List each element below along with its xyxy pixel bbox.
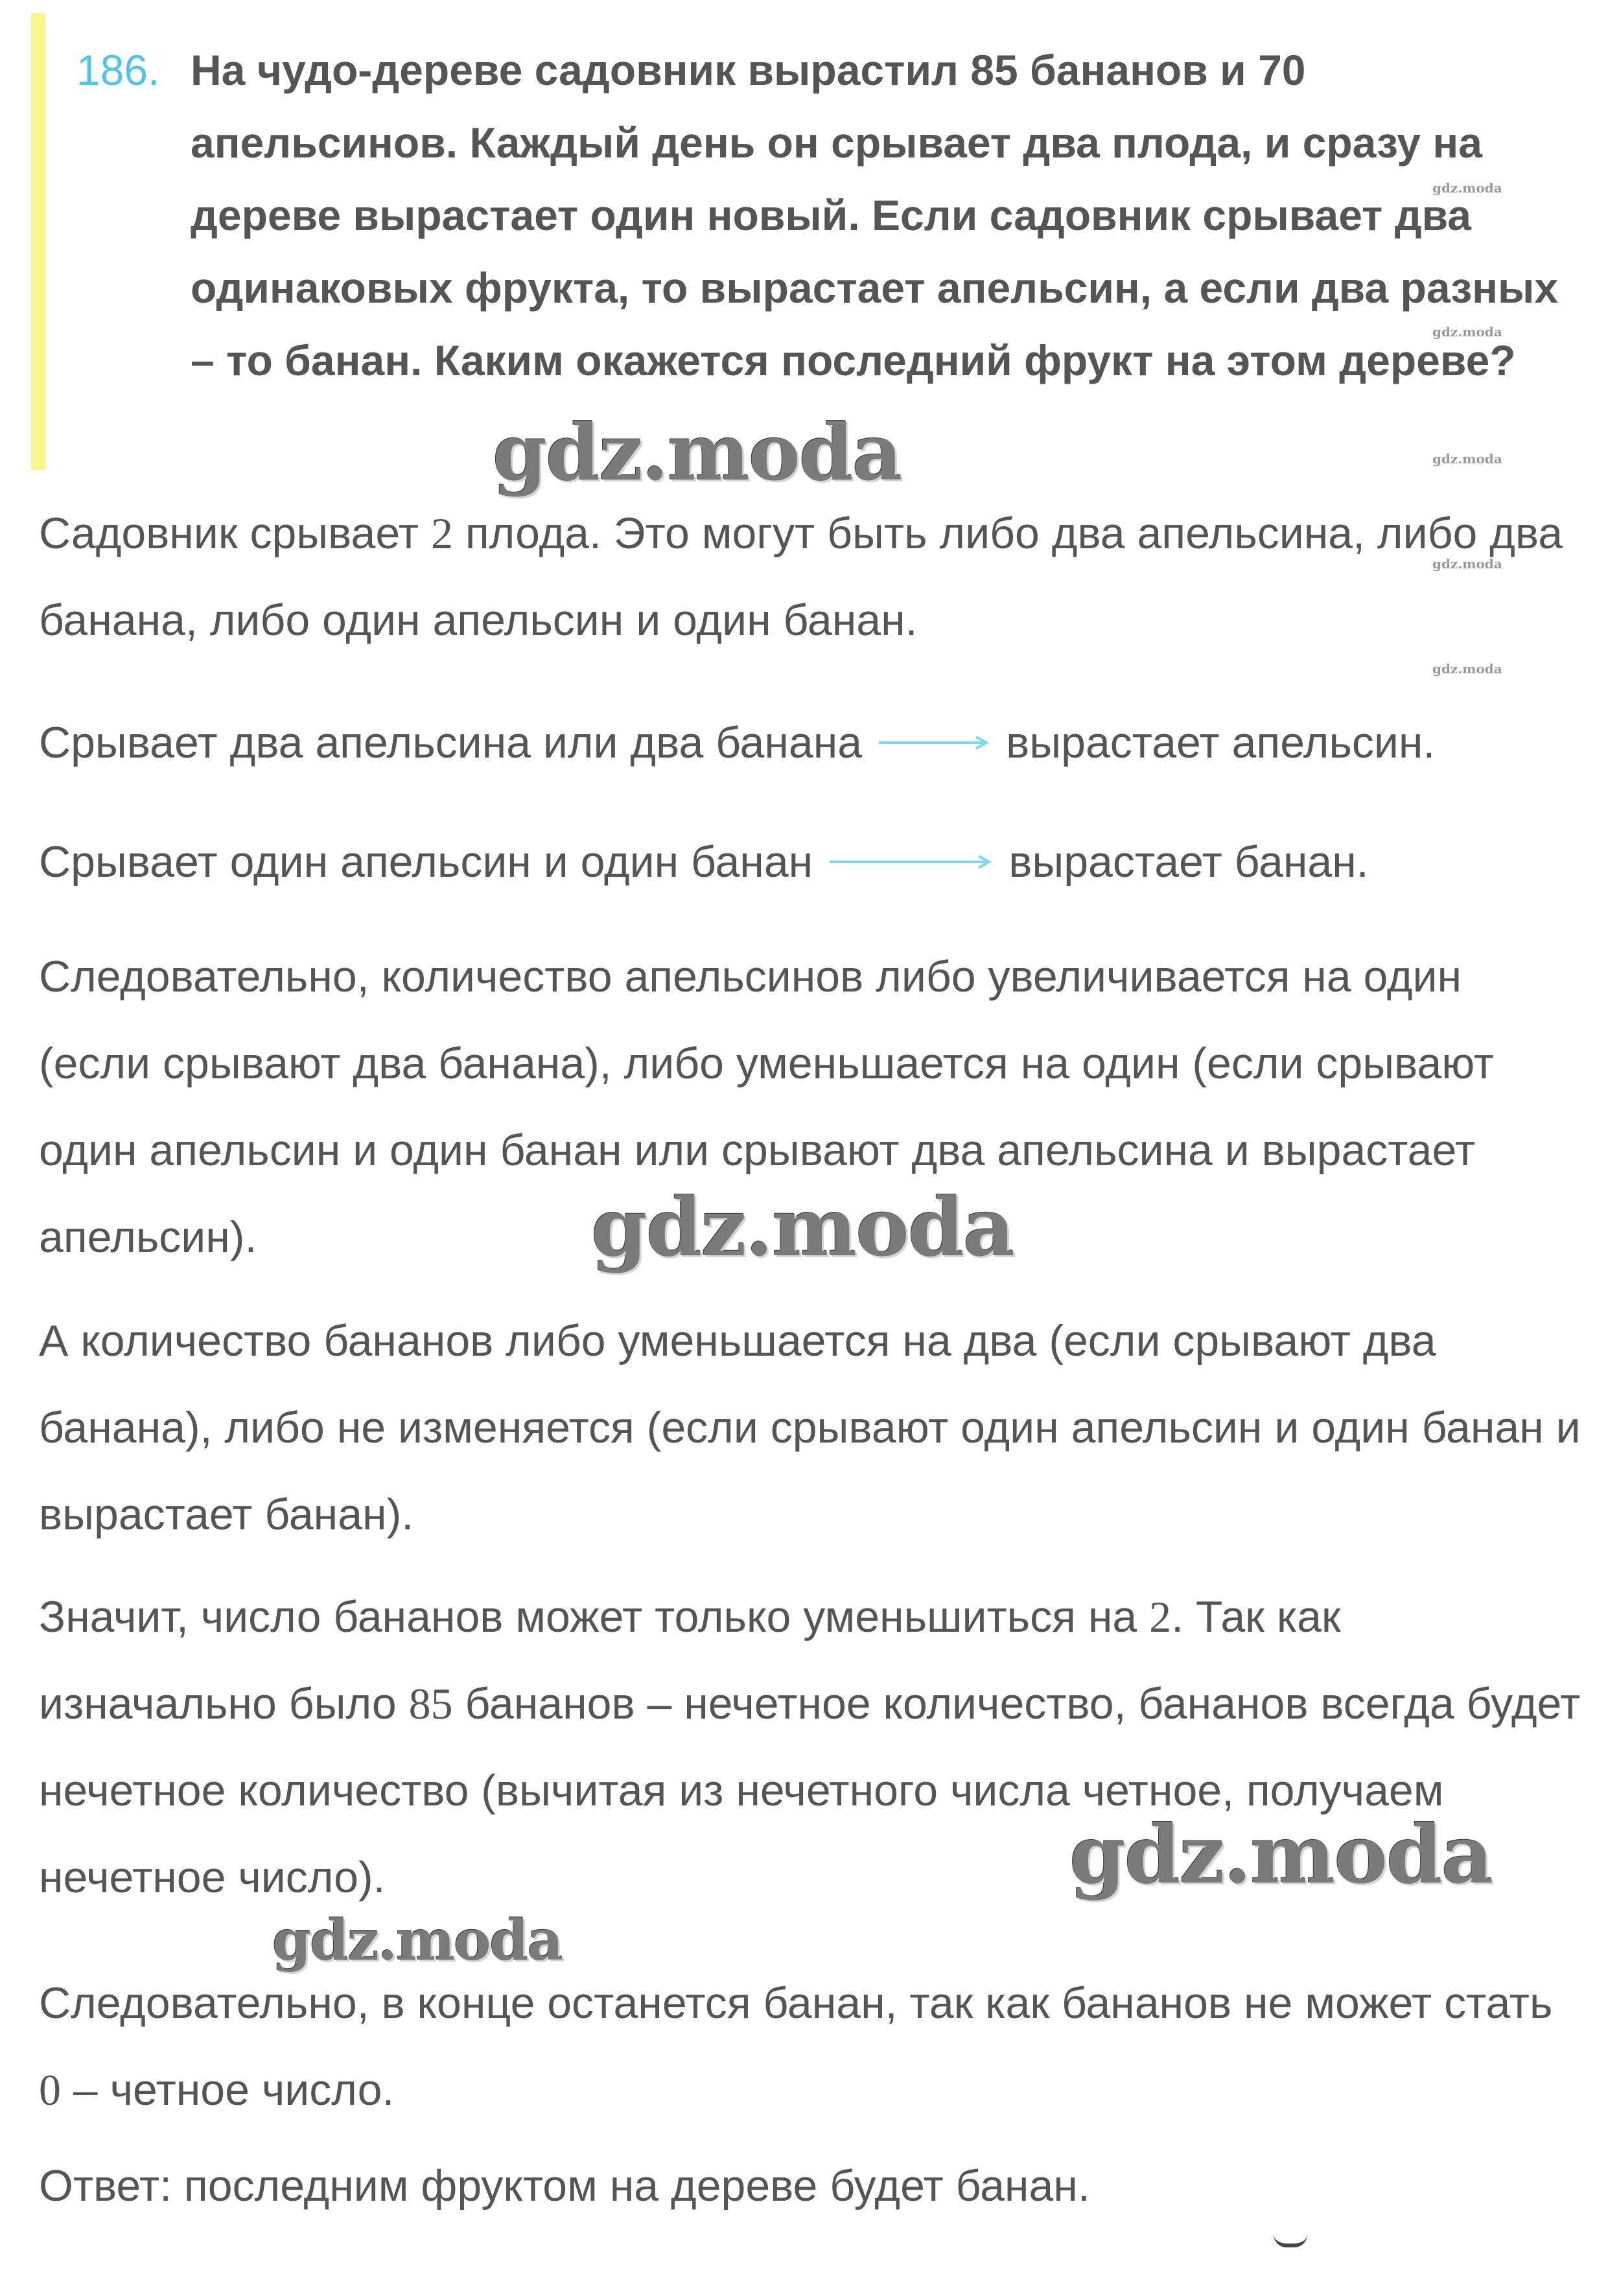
watermark-large: gdz.moda (493, 407, 902, 498)
p4-text-c: бананов – нечетное количество, бананов всегда будет нечетное количество (вычитая из нечетного числа четное, получаем нечетное число). (39, 1679, 1581, 1902)
rule-line-2 (39, 815, 1369, 905)
answer-paragraph: Ответ: последним фруктом на дереве будет банан. (39, 2161, 1090, 2210)
right-arrow-icon (879, 735, 989, 750)
watermark-large: gdz.moda (591, 1181, 1014, 1275)
p1-number: 2 (430, 509, 453, 558)
watermark-small: gdz.moda (1432, 324, 1502, 340)
solution-paragraph-5 (39, 1960, 1581, 2133)
watermark-large: gdz.moda (1069, 1808, 1492, 1902)
right-arrow-icon (830, 854, 992, 870)
task-highlight-bar (31, 13, 45, 470)
solution-paragraph-2: Следовательно, количество апельсинов либо увеличивается на один (если срывают два банана), либо уменьшается на один (если срывают один апельсин и один банан или срывают два апельсина и вырастает апельсин). (39, 952, 1494, 1262)
rule2-left-text: Срывает один апельсин и один банан (39, 837, 813, 887)
p4-number-1: 2 (1149, 1592, 1172, 1641)
watermark-small: gdz.moda (1432, 661, 1502, 677)
p4-text-a: Значит, число бананов может только уменьшиться на (39, 1592, 1150, 1641)
decorative-mark (1274, 2234, 1307, 2247)
watermark-small: gdz.moda (1432, 180, 1502, 196)
p1-text-b: плода. Это могут быть либо два апельсина, либо два банана, либо один апельсин и один банан. (39, 509, 1563, 645)
rule2-right-text: вырастает банан. (1008, 837, 1369, 887)
rule1-left-text: Срывает два апельсина или два банана (39, 718, 863, 768)
watermark-small: gdz.moda (1432, 556, 1502, 572)
solution-paragraph-3: А количество бананов либо уменьшается на два (если срывают два банана), либо не изменяется (если срывают один апельсин и один банан и вырастает банан). (39, 1316, 1581, 1539)
p4-number-2: 85 (408, 1679, 453, 1728)
p5-number: 0 (39, 2065, 61, 2115)
p5-text-b: – четное число. (61, 2065, 395, 2115)
p5-text-a: Следовательно, в конце останется банан, так как бананов не может стать (39, 1978, 1553, 2028)
task-text: На чудо-дереве садовник вырастил 85 бананов и 70 апельсинов. Каждый день он срывает два плода, и сразу на дереве вырастает один новый. Если садовник срывает два одинаковых фрукта, то вырастает апельсин, а если два разных – то банан. Каким окажется последний фрукт на этом дереве? (191, 46, 1559, 384)
watermark-small: gdz.moda (1432, 451, 1502, 467)
solution-paragraph-1 (39, 490, 1581, 664)
p4-text-b: . Так как изначально было (39, 1592, 1341, 1728)
task-number: 186. (76, 46, 160, 94)
p1-text-a: Садовник срывает (39, 509, 431, 558)
rule1-right-text: вырастает апельсин. (1006, 718, 1436, 768)
watermark-large: gdz.moda (272, 1908, 563, 1973)
rule-line-1 (39, 696, 1435, 786)
